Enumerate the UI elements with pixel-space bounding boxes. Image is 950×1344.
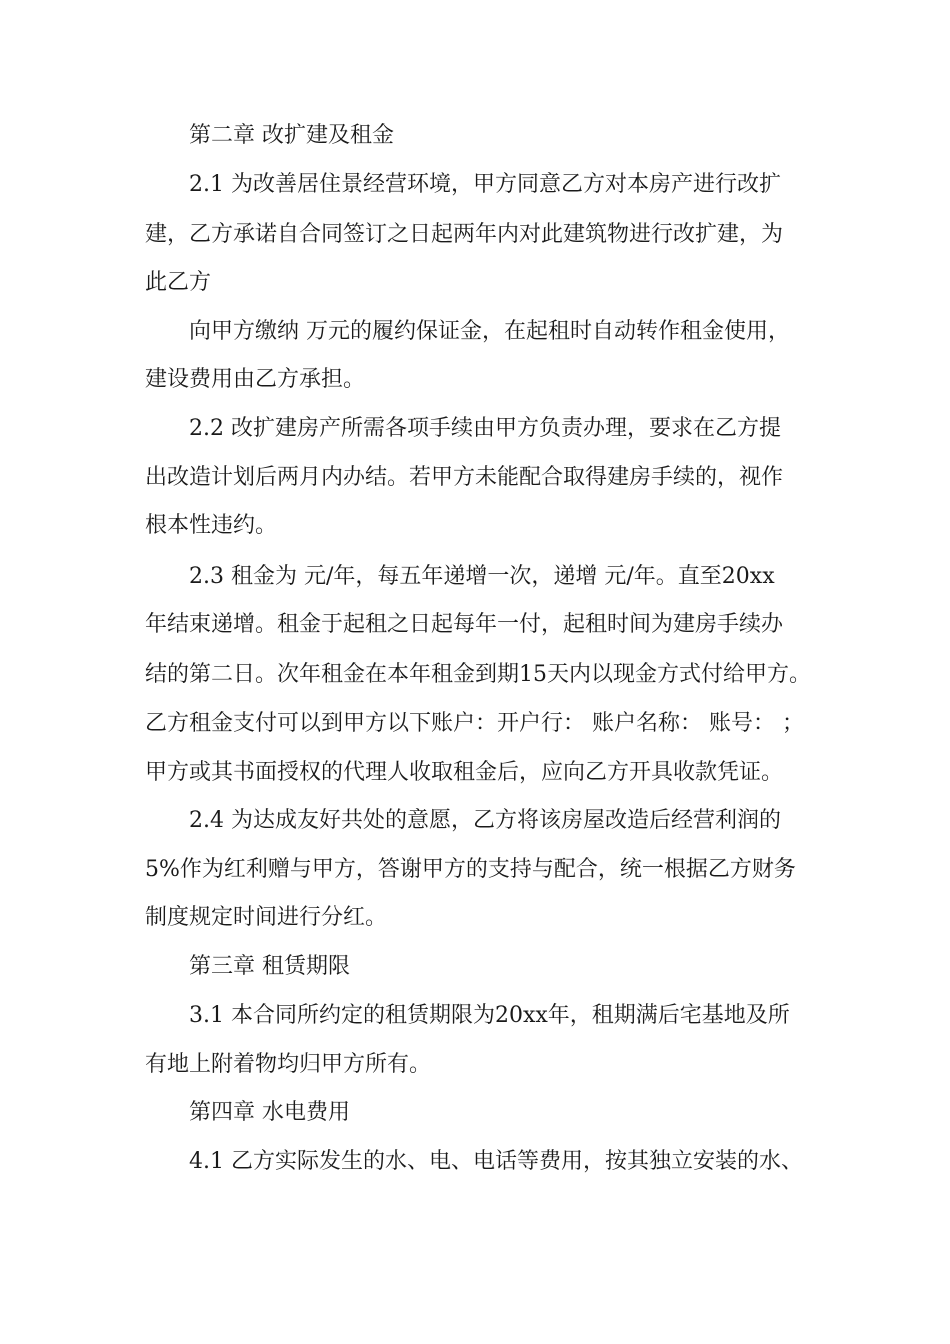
- clause-2-3-line-3: 结的第二日。次年租金在本年租金到期15天内以现金方式付给甲方。: [145, 662, 811, 687]
- clause-2-1-line-3: 此乙方: [145, 270, 212, 295]
- clause-2-1-line-5: 建设费用由乙方承担。: [145, 367, 366, 392]
- clause-2-1-line-2: 建，乙方承诺自合同签订之日起两年内对此建筑物进行改扩建，为: [145, 222, 784, 247]
- clause-2-3-line-4: 乙方租金支付可以到甲方以下账户：开户行： 账户名称： 账号： ；: [145, 711, 804, 736]
- clause-2-3-line-1: 2.3 租金为 元/年，每五年递增一次，递增 元/年。直至20xx: [189, 564, 775, 589]
- clause-2-4-line-2: 5%作为红利赠与甲方，答谢甲方的支持与配合，统一根据乙方财务: [145, 857, 796, 882]
- clause-2-2-line-1: 2.2 改扩建房产所需各项手续由甲方负责办理，要求在乙方提: [189, 416, 781, 441]
- clause-2-3-line-5: 甲方或其书面授权的代理人收取租金后，应向乙方开具收款凭证。: [145, 760, 784, 785]
- clause-2-1-line-1: 2.1 为改善居住景经营环境，甲方同意乙方对本房产进行改扩: [189, 172, 781, 197]
- clause-2-4-line-3: 制度规定时间进行分红。: [145, 905, 388, 930]
- chapter-4-heading: 第四章 水电费用: [189, 1100, 350, 1125]
- clause-3-1-line-2: 有地上附着物均归甲方所有。: [145, 1052, 432, 1077]
- clause-3-1-line-1: 3.1 本合同所约定的租赁期限为20xx年，租期满后宅基地及所: [189, 1003, 790, 1028]
- clause-2-2-line-2: 出改造计划后两月内办结。若甲方未能配合取得建房手续的，视作: [145, 465, 784, 490]
- chapter-2-heading: 第二章 改扩建及租金: [189, 123, 394, 148]
- chapter-3-heading: 第三章 租赁期限: [189, 954, 350, 979]
- clause-2-3-line-2: 年结束递增。租金于起租之日起每年一付，起租时间为建房手续办: [145, 612, 784, 637]
- clause-2-4-line-1: 2.4 为达成友好共处的意愿，乙方将该房屋改造后经营利润的: [189, 808, 781, 833]
- clause-4-1-line-1: 4.1 乙方实际发生的水、电、电话等费用，按其独立安装的水、: [189, 1149, 803, 1174]
- clause-2-1-line-4: 向甲方缴纳 万元的履约保证金，在起租时自动转作租金使用，: [189, 319, 790, 344]
- clause-2-2-line-3: 根本性违约。: [145, 513, 278, 538]
